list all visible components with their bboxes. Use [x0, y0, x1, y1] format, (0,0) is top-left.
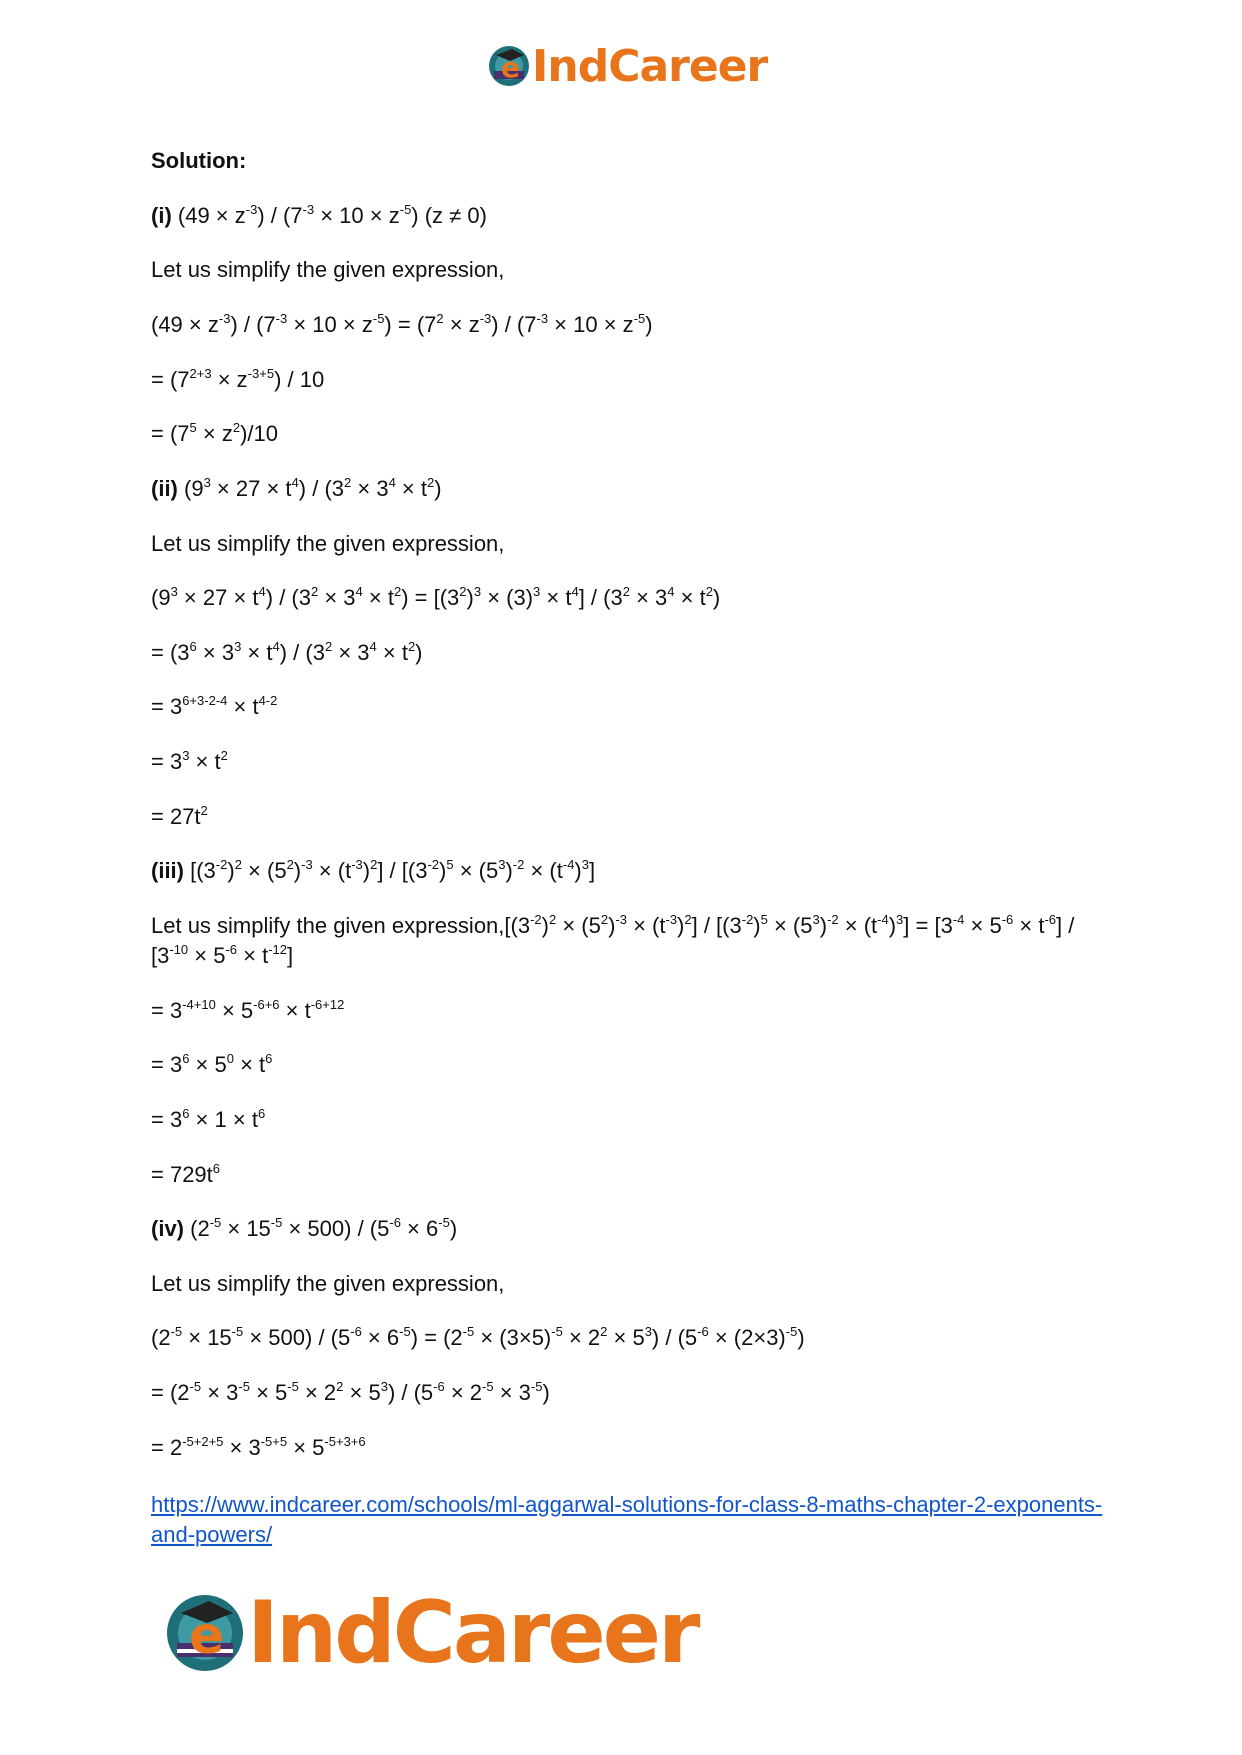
expression-text: ) / 10 — [274, 367, 325, 392]
exponent: -4 — [952, 911, 965, 927]
expression-text: = 3 — [151, 749, 183, 774]
exponent: 2 — [600, 911, 609, 927]
expression-text: × t — [189, 749, 221, 774]
exponent: 0 — [226, 1050, 234, 1066]
exponent: 4 — [388, 474, 396, 490]
exponent: 2 — [393, 583, 402, 599]
expression-text: × 1 × t — [189, 1107, 258, 1132]
exponent: -6 — [225, 941, 238, 957]
solution-line — [151, 474, 442, 504]
exponent: 4 — [291, 474, 299, 490]
expression-text: × 2 — [298, 1380, 337, 1405]
expression-text: × 6 — [400, 1216, 439, 1241]
exponent: 2 — [705, 583, 713, 599]
expression-text: × 2 — [562, 1325, 601, 1350]
exponent: 2 — [622, 583, 630, 599]
exponent: 3 — [533, 583, 541, 599]
expression-text: = (7 — [151, 367, 190, 392]
part-label: (ii) — [151, 476, 178, 501]
exponent: -4+10 — [182, 996, 216, 1012]
expression-text: × 10 × z — [548, 312, 634, 337]
exponent: -5 — [438, 1214, 450, 1230]
exponent: 4-2 — [258, 692, 278, 708]
expression-text: = (2 — [151, 1380, 190, 1405]
expression-text: = 729t — [151, 1162, 213, 1187]
expression-text: × 5 — [964, 913, 1002, 938]
svg-text:e: e — [189, 1606, 225, 1666]
expression-text: × t — [376, 640, 408, 665]
exponent: -6 — [389, 1214, 401, 1230]
expression-text: ) — [449, 1216, 458, 1241]
exponent: -4 — [562, 856, 575, 872]
header-logo — [486, 42, 767, 90]
expression-text: ) / (7 — [230, 312, 276, 337]
footer-brand-text: IndCareer — [247, 1583, 698, 1683]
expression-text: ) / (5 — [387, 1380, 434, 1405]
exponent: 6 — [265, 1050, 273, 1066]
expression-text: × 500) / (5 — [243, 1325, 351, 1350]
expression-text: × z — [443, 312, 480, 337]
solution-line — [151, 583, 720, 613]
part-label: (i) — [151, 203, 172, 228]
expression-text: )/10 — [240, 421, 278, 446]
exponent: -5 — [189, 1378, 202, 1394]
expression-text: × 10 × z — [314, 203, 400, 228]
exponent: -5 — [785, 1323, 798, 1339]
exponent: -5+3+6 — [324, 1433, 366, 1449]
exponent: -3 — [245, 201, 258, 217]
expression-text: Let us simplify the given expression, — [151, 531, 505, 556]
exponent: 3 — [812, 911, 820, 927]
expression-text: × (t — [312, 858, 352, 883]
expression-text: × (5 — [767, 913, 813, 938]
globe-book-icon — [163, 1591, 247, 1675]
expression-text: × 15 — [221, 1216, 271, 1241]
exponent: -5+5 — [260, 1433, 288, 1449]
exponent: -3 — [351, 856, 363, 872]
expression-text: × 15 — [182, 1325, 232, 1350]
solution-line — [151, 802, 208, 832]
exponent: 2 — [684, 911, 692, 927]
expression-text: ) — [542, 1380, 550, 1405]
expression-text: × 3 — [332, 640, 370, 665]
exponent: 3 — [498, 856, 506, 872]
exponent: -5 — [287, 1378, 299, 1394]
exponent: 4 — [258, 583, 266, 599]
solution-line — [151, 255, 504, 285]
expression-text: ] / [(3 — [377, 858, 428, 883]
solution-line — [151, 856, 595, 886]
exponent: 2 — [600, 1323, 608, 1339]
expression-text: [(3 — [184, 858, 216, 883]
exponent: 2 — [234, 856, 242, 872]
header-brand-text: IndCareer — [532, 40, 768, 92]
expression-text: ) / (3 — [265, 585, 311, 610]
exponent: -4 — [877, 911, 889, 927]
expression-text: × z — [211, 367, 248, 392]
expression-text: ) — [574, 858, 582, 883]
exponent: 3 — [473, 583, 482, 599]
expression-text: × 3 — [318, 585, 356, 610]
exponent: 2 — [436, 310, 444, 326]
exponent: -10 — [169, 941, 189, 957]
expression-text: ) — [645, 312, 653, 337]
exponent: -2 — [827, 911, 839, 927]
expression-text: ) — [227, 858, 235, 883]
exponent: 4 — [571, 583, 579, 599]
exponent: 2 — [220, 747, 228, 763]
exponent: 3 — [234, 638, 242, 654]
exponent: -6 — [697, 1323, 709, 1339]
solution-line — [151, 638, 423, 668]
expression-text: ) — [434, 476, 442, 501]
expression-text: × 3 — [223, 1435, 261, 1460]
expression-text: = (3 — [151, 640, 190, 665]
exponent: -3 — [615, 911, 627, 927]
exponent: -2 — [427, 856, 440, 872]
expression-text: ) (z ≠ 0) — [411, 203, 487, 228]
exponent: -2 — [215, 856, 228, 872]
expression-text: × 5 — [287, 1435, 325, 1460]
solution-line — [151, 1050, 272, 1080]
exponent: 3 — [182, 747, 190, 763]
solution-line — [151, 692, 277, 722]
solution-line — [151, 1323, 805, 1353]
exponent: -5 — [270, 1214, 283, 1230]
expression-text: × 500) / (5 — [282, 1216, 390, 1241]
expression-text: × (t — [838, 913, 878, 938]
exponent: 2 — [459, 583, 467, 599]
solution-line — [151, 1214, 457, 1244]
exponent: 2 — [200, 802, 208, 818]
expression-text: (2 — [184, 1216, 210, 1241]
expression-text: × t — [233, 1052, 266, 1077]
exponent: -3 — [301, 856, 313, 872]
expression-text: (49 × z — [171, 203, 246, 228]
expression-text: × t — [237, 943, 269, 968]
exponent: -6 — [350, 1323, 362, 1339]
exponent: 4 — [272, 638, 280, 654]
expression-text: = 3 — [151, 1107, 183, 1132]
expression-text: × t — [540, 585, 572, 610]
exponent: 3 — [644, 1323, 652, 1339]
expression-text: ) / (3 — [298, 476, 345, 501]
exponent: -5 — [372, 310, 385, 326]
expression-text: ) — [712, 585, 721, 610]
expression-text: = 2 — [151, 1435, 183, 1460]
expression-text: × 5 — [188, 943, 226, 968]
expression-text: (2 — [151, 1325, 171, 1350]
exponent: -3 — [275, 310, 288, 326]
expression-text: ] = [3 — [903, 913, 953, 938]
exponent: -5 — [530, 1378, 543, 1394]
exponent: 2 — [407, 638, 416, 654]
part-label: Solution: — [151, 148, 247, 173]
solution-line — [151, 529, 504, 559]
exponent: 6 — [189, 638, 197, 654]
expression-text: ) / (5 — [651, 1325, 698, 1350]
exponent: 2 — [336, 1378, 344, 1394]
footer-logo — [163, 1583, 698, 1683]
solution-line — [151, 419, 278, 449]
source-link[interactable]: https://www.indcareer.com/schools/ml-aggarwal-solutions-for-class-8-maths-chapter-2-exponents-and-powers/ — [151, 1492, 1103, 1547]
expression-text: ] — [287, 943, 294, 968]
expression-text: × 5 — [607, 1325, 645, 1350]
expression-text: × 5 — [189, 1052, 227, 1077]
expression-text: × 10 × z — [287, 312, 373, 337]
globe-book-icon — [486, 43, 532, 89]
expression-text: ] / (3 — [578, 585, 623, 610]
exponent: 2 — [370, 856, 378, 872]
expression-text: × (5 — [556, 913, 601, 938]
expression-text: ) — [753, 913, 761, 938]
exponent: 6 — [182, 1105, 190, 1121]
svg-text:e: e — [501, 51, 520, 84]
exponent: -5 — [231, 1323, 244, 1339]
exponent: 5 — [189, 419, 197, 435]
expression-text: ) — [541, 913, 549, 938]
expression-text: = (7 — [151, 421, 190, 446]
expression-text: (49 × z — [151, 312, 219, 337]
expression-text: ] / [(3 — [691, 913, 742, 938]
expression-text: ) — [439, 858, 447, 883]
exponent: -12 — [268, 941, 288, 957]
expression-text: × t — [674, 585, 706, 610]
expression-text: Let us simplify the given expression, — [151, 1271, 505, 1296]
exponent: -2 — [741, 911, 754, 927]
expression-text: × (t — [626, 913, 666, 938]
expression-text: ) / (7 — [257, 203, 303, 228]
exponent: 3 — [203, 474, 211, 490]
exponent: 4 — [667, 583, 675, 599]
exponent: 2 — [324, 638, 333, 654]
expression-text: × (3×5) — [474, 1325, 552, 1350]
expression-text: ) — [293, 858, 302, 883]
solution-line — [151, 1160, 220, 1190]
exponent: 6+3-2-4 — [182, 692, 228, 708]
exponent: 2+3 — [189, 365, 212, 381]
expression-text: ) — [466, 585, 474, 610]
solution-line — [151, 911, 1091, 971]
solution-line — [151, 1378, 550, 1408]
expression-text: × 5 — [215, 998, 254, 1023]
solution-line — [151, 996, 344, 1026]
expression-text: ) = [(3 — [401, 585, 460, 610]
exponent: 6 — [212, 1160, 221, 1176]
expression-text: × t — [241, 640, 273, 665]
exponent: 5 — [760, 911, 768, 927]
exponent: -3 — [218, 310, 231, 326]
exponent: 4 — [355, 583, 363, 599]
solution-line — [151, 747, 228, 777]
exponent: -5 — [238, 1378, 250, 1394]
expression-text: (9 — [151, 585, 171, 610]
expression-text: × (t — [524, 858, 563, 883]
expression-text: × z — [196, 421, 233, 446]
exponent: -6 — [433, 1378, 445, 1394]
exponent: 3 — [581, 856, 589, 872]
exponent: -2 — [512, 856, 525, 872]
solution-line — [151, 201, 487, 231]
expression-text: × t — [1013, 913, 1045, 938]
exponent: -6+12 — [310, 996, 345, 1012]
exponent: 2 — [311, 583, 319, 599]
exponent: -2 — [530, 911, 542, 927]
exponent: -3 — [302, 201, 315, 217]
exponent: -3 — [665, 911, 678, 927]
exponent: -5 — [462, 1323, 475, 1339]
expression-text: = 3 — [151, 1052, 183, 1077]
expression-text: Let us simplify the given expression,[(3 — [151, 913, 531, 938]
exponent: 5 — [446, 856, 454, 872]
exponent: 2 — [286, 856, 294, 872]
expression-text: × t — [279, 998, 311, 1023]
expression-text: ) — [415, 640, 423, 665]
exponent: -5+2+5 — [182, 1433, 224, 1449]
exponent: 3 — [380, 1378, 388, 1394]
expression-text: × 3 — [196, 640, 235, 665]
expression-text: = 3 — [151, 694, 183, 719]
exponent: 6 — [182, 1050, 190, 1066]
expression-text: × 27 × t — [177, 585, 259, 610]
exponent: -6+6 — [253, 996, 280, 1012]
exponent: 6 — [257, 1105, 266, 1121]
expression-text: ] — [588, 858, 596, 883]
expression-text: ) / (7 — [491, 312, 537, 337]
expression-text: × 27 × t — [210, 476, 292, 501]
exponent: -3 — [536, 310, 549, 326]
expression-text: × t — [227, 694, 259, 719]
exponent: 3 — [896, 911, 904, 927]
exponent: -6 — [1001, 911, 1014, 927]
expression-text: (9 — [177, 476, 204, 501]
exponent: -3+5 — [247, 365, 275, 381]
expression-text: ) — [608, 913, 616, 938]
part-label: (iii) — [151, 858, 184, 883]
expression-text: × (5 — [453, 858, 499, 883]
expression-text: ) — [677, 913, 685, 938]
solution-line — [151, 1433, 366, 1463]
exponent: -6 — [1044, 911, 1056, 927]
exponent: -5 — [170, 1323, 183, 1339]
exponent: 2 — [426, 474, 435, 490]
expression-text: ) — [362, 858, 371, 883]
expression-text: ) = (7 — [384, 312, 437, 337]
solution-line — [151, 310, 653, 340]
part-label: (iv) — [151, 1216, 184, 1241]
exponent: -5 — [399, 1323, 411, 1339]
expression-text: × (5 — [241, 858, 287, 883]
solution-line — [151, 146, 246, 176]
expression-text: × 3 — [493, 1380, 531, 1405]
expression-text: Let us simplify the given expression, — [151, 257, 505, 282]
expression-text: ) — [819, 913, 828, 938]
exponent: -5 — [399, 201, 412, 217]
exponent: 2 — [232, 419, 241, 435]
expression-text: = 3 — [151, 998, 183, 1023]
solution-line — [151, 1105, 265, 1135]
expression-text: × 3 — [201, 1380, 239, 1405]
exponent: -5 — [551, 1323, 563, 1339]
exponent: 4 — [369, 638, 377, 654]
expression-text: × 5 — [343, 1380, 381, 1405]
expression-text: × 3 — [629, 585, 668, 610]
exponent: -3 — [479, 310, 492, 326]
expression-text: × 5 — [249, 1380, 288, 1405]
exponent: -5 — [482, 1378, 494, 1394]
solution-line — [151, 1269, 504, 1299]
expression-text: ) = (2 — [410, 1325, 463, 1350]
expression-text: × (3) — [481, 585, 534, 610]
expression-text: × 6 — [361, 1325, 400, 1350]
expression-text: × t — [362, 585, 394, 610]
exponent: -5 — [633, 310, 646, 326]
solution-line — [151, 365, 324, 395]
expression-text: ) / (3 — [279, 640, 325, 665]
expression-text: ] / [3 — [151, 913, 1075, 968]
exponent: 2 — [548, 911, 557, 927]
expression-text: × t — [395, 476, 427, 501]
exponent: 2 — [344, 474, 352, 490]
expression-text: = 27t — [151, 804, 201, 829]
exponent: -5 — [209, 1214, 222, 1230]
expression-text: × (2×3) — [708, 1325, 786, 1350]
expression-text: ) — [797, 1325, 805, 1350]
expression-text: ) — [505, 858, 513, 883]
expression-text: × 2 — [444, 1380, 483, 1405]
expression-text: ) — [888, 913, 897, 938]
expression-text: × 3 — [351, 476, 389, 501]
exponent: 3 — [170, 583, 178, 599]
